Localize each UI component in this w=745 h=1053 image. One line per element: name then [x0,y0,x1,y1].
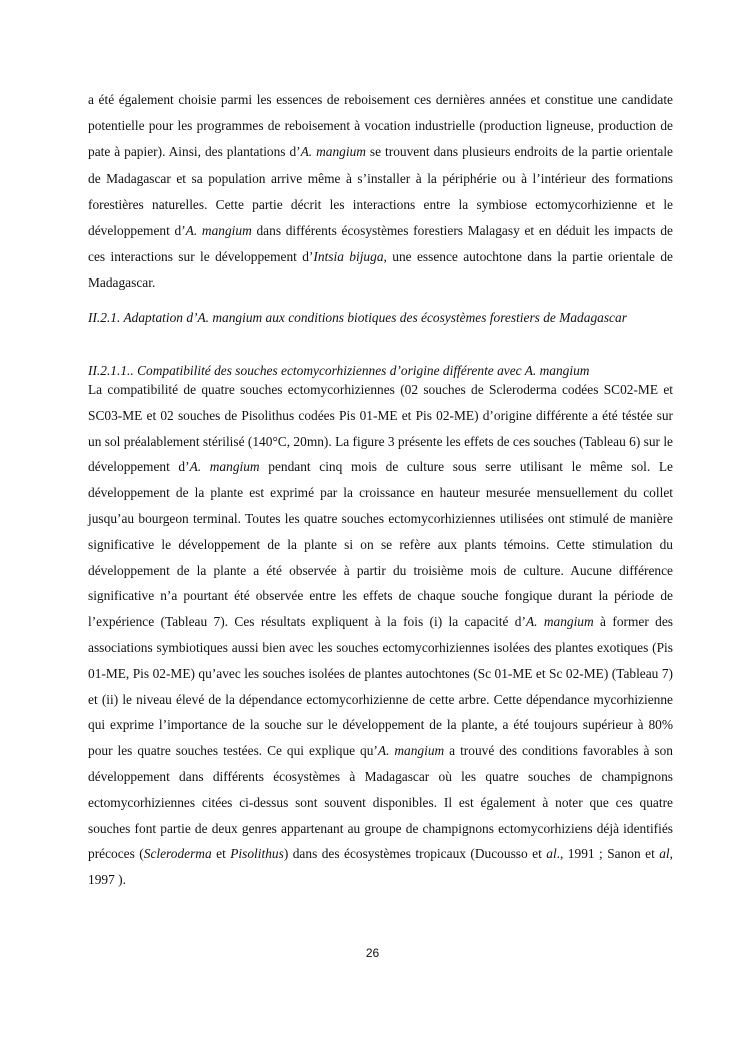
species-name: A. mangium [185,223,252,239]
text-run: pendant cinq mois de culture sous serre utilisant le même sol. Le développement de la plante est exprimé par la croissance en hauteur mesurée mensuellement du collet jusqu’au bourgeon terminal. Toutes les quatre souches ectomycorhiziennes utilisées ont stimulé de manière significative le développement de la plante si on se refère aux plants témoins. Cette stimulation du développement de la plante a été observée à partir du troisième mois de culture. Aucune différence significative n’a pourtant été observée entre les effets de chaque souche fongique durant la période de l’expérience (Tableau 7). Ces résultats expliquent à la fois (i) la capacité d’ [88,459,673,630]
species-name: A. mangium [377,743,445,759]
species-name: A. mangium [189,459,260,475]
text-run: et [211,846,231,862]
citation-etal: al [659,846,670,862]
subsection-heading-2-1-1: II.2.1.1.. Compatibilité des souches ectomycorhiziennes d’origine différente avec A. mangium [88,363,590,378]
text-run: dans différents écosystèmes forestiers Malagasy et en déduit les impacts de ces interactions sur le développement d’ [88,223,673,265]
section-heading-2-1: II.2.1. Adaptation d’A. mangium aux conditions biotiques des écosystèmes forestiers de Madagascar [88,310,627,325]
text-run: à former des associations symbiotiques aussi bien avec les souches ectomycorhiziennes isolées des plantes exotiques (Pis 01-ME, Pis 02-ME) qu’avec les souches isolées de plantes autochtones (Sc 01-ME et Sc 02-ME) (Tableau 7) et (ii) le niveau élevé de la dépendance ectomycorhizienne de cette arbre. Cette dépendance mycorhizienne qui exprime l’importance de la souche sur le développement de la plante, a été toujours supérieur à 80% pour les quatre souches testées. Ce qui explique qu’ [88,614,674,759]
text-run: , 1997 ). [88,846,674,888]
intro-paragraph-block [88,87,673,297]
text-run: La compatibilité de quatre souches ectomycorhiziennes (02 souches de Scleroderma codées SC02-ME et SC03-ME et 02 souches de Pisolithus codées Pis 01-ME et Pis 02-ME) d’origine différente a été téstée sur un sol préalablement stérilisé (140°C, 20mn). La figure 3 présente les effets de ces souches (Tableau 6) sur le développement d’ [88,382,673,475]
genus-name: Pisolithus [230,846,284,862]
genus-name: Scleroderma [143,846,212,862]
species-name: Intsia bijuga [313,249,384,265]
intro-paragraph [88,87,673,297]
text-run: ) dans des écosystèmes tropicaux (Ducousso et [283,846,547,862]
text-run: a été également choisie parmi les essences de reboisement ces dernières années et constitue une candidate potentielle pour les programmes de reboisement à vocation industrielle (production ligneuse, production de pate à papier). Ainsi, des plantations d’ [88,92,673,160]
citation-etal: al [546,846,557,862]
text-run: ., 1991 ; Sanon et [556,846,660,862]
subsection-block [88,361,673,893]
text-run: a trouvé des conditions favorables à son développement dans différents écosystèmes à Madagascar où les quatre souches de champignons ectomycorhiziennes citées ci-dessus sont souvent disponibles. Il est également à noter que ces quatre souches font partie de deux genres appartenant au groupe de champignons ectomycorhiziens déjà identifiés précoces ( [88,743,673,862]
page-number: 26 [365,946,380,960]
main-paragraph [88,377,673,893]
species-name: A. mangium [300,144,366,160]
text-run: , une essence autochtone dans la partie orientale de Madagascar. [88,249,673,291]
section-heading-block [88,308,673,327]
species-name: A. mangium [525,614,594,630]
text-run: se trouvent dans plusieurs endroits de la partie orientale de Madagascar et sa population arrive même à s’installer à la périphérie ou à l’intérieur des formations forestières naturelles. Cette partie décrit les interactions entre la symbiose ectomycorhizienne et le développement d’ [88,144,673,239]
